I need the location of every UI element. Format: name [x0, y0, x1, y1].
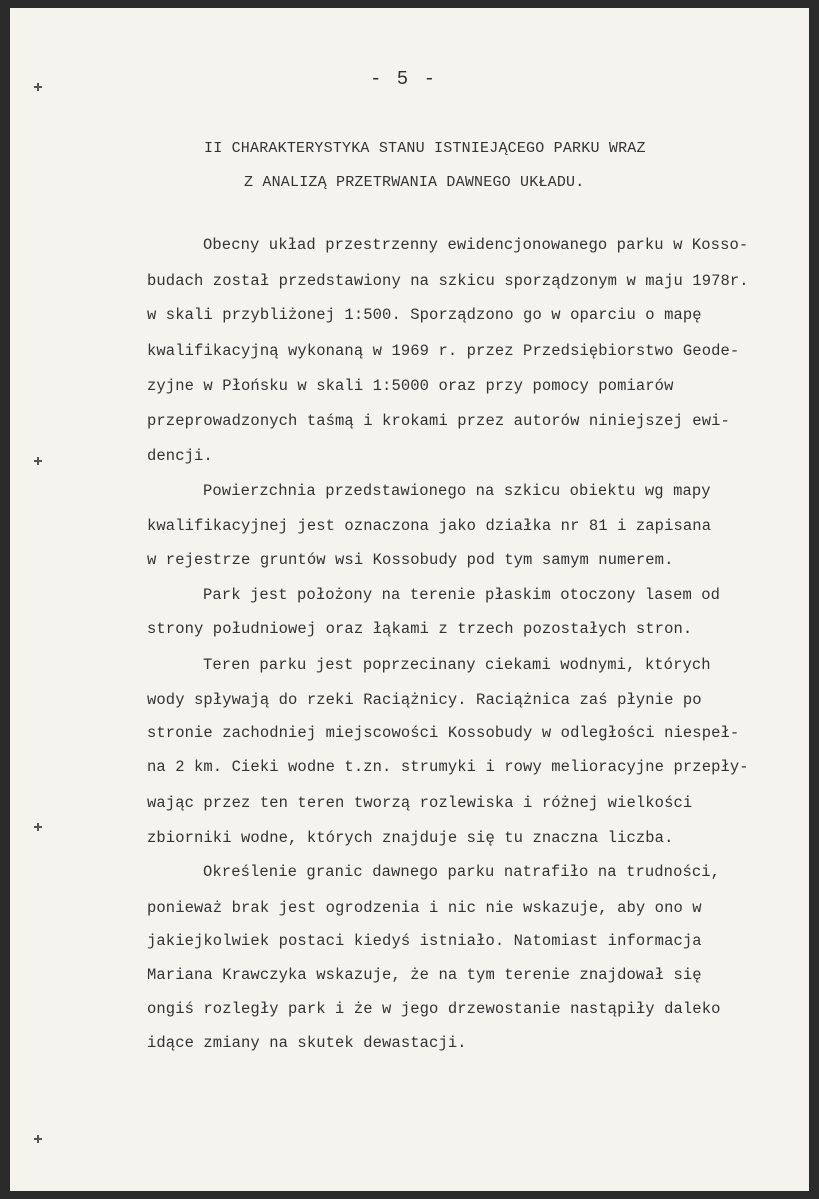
body-line-17: wając przez ten teren tworzą rozlewiska i różnej wielkości — [147, 794, 693, 812]
body-line-15: stronie zachodniej miejscowości Kossobudy w odległości niespeł- — [147, 724, 740, 742]
body-line-4: kwalifikacyjną wykonaną w 1969 r. przez Przedsiębiorstwo Geode- — [147, 342, 740, 360]
body-line-16: na 2 km. Cieki wodne t.zn. strumyki i rowy melioracyjne przepły- — [147, 758, 749, 776]
body-line-9: kwalifikacyjnej jest oznaczona jako działka nr 81 i zapisana — [147, 517, 712, 535]
punch-hole-mark — [34, 826, 42, 828]
page-number: - 5 - — [370, 68, 438, 90]
section-title-line-1: II CHARAKTERYSTYKA STANU ISTNIEJĄCEGO PARKU WRAZ — [204, 140, 646, 157]
body-line-12: strony południowej oraz łąkami z trzech pozostałych stron. — [147, 620, 693, 638]
body-line-5: zyjne w Płońsku w skali 1:5000 oraz przy pomocy pomiarów — [147, 377, 674, 395]
body-line-23: ongiś rozległy park i że w jego drzewostanie nastąpiły daleko — [147, 1000, 721, 1018]
body-line-13: Teren parku jest poprzecinany ciekami wodnymi, których — [203, 656, 711, 674]
body-line-7: dencji. — [147, 447, 213, 465]
body-line-11: Park jest położony na terenie płaskim otoczony lasem od — [203, 586, 721, 604]
punch-hole-mark — [34, 460, 42, 462]
body-line-21: jakiejkolwiek postaci kiedyś istniało. Natomiast informacja — [147, 932, 702, 950]
body-line-22: Mariana Krawczyka wskazuje, że na tym terenie znajdował się — [147, 966, 702, 984]
document-page — [10, 8, 809, 1191]
body-line-1: Obecny układ przestrzenny ewidencjonowanego parku w Kosso- — [203, 236, 749, 254]
body-line-3: w skali przybliżonej 1:500. Sporządzono go w oparciu o mapę — [147, 306, 702, 324]
body-line-10: w rejestrze gruntów wsi Kossobudy pod tym samym numerem. — [147, 551, 674, 569]
body-line-19: Określenie granic dawnego parku natrafiło na trudności, — [203, 863, 721, 881]
body-line-2: budach został przedstawiony na szkicu sporządzonym w maju 1978r. — [147, 272, 749, 290]
body-line-18: zbiorniki wodne, których znajduje się tu znaczna liczba. — [147, 829, 674, 847]
body-line-20: ponieważ brak jest ogrodzenia i nic nie wskazuje, aby ono w — [147, 899, 702, 917]
body-line-8: Powierzchnia przedstawionego na szkicu obiektu wg mapy — [203, 482, 711, 500]
punch-hole-mark — [34, 1138, 42, 1140]
body-line-14: wody spływają do rzeki Raciążnicy. Raciążnica zaś płynie po — [147, 691, 702, 709]
section-title-line-2: Z ANALIZĄ PRZETRWANIA DAWNEGO UKŁADU. — [244, 174, 585, 191]
body-line-6: przeprowadzonych taśmą i krokami przez autorów niniejszej ewi- — [147, 412, 730, 430]
body-line-24: idące zmiany na skutek dewastacji. — [147, 1034, 467, 1052]
punch-hole-mark — [34, 86, 42, 88]
